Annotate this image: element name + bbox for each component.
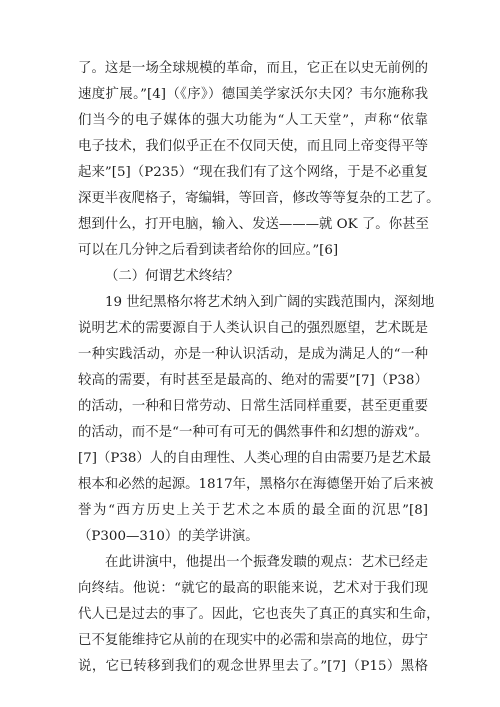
text-line: 向终结。他说：“就它的最高的职能来说，艺术对于我们现 [78, 581, 428, 596]
section-heading: （二）何谓艺术终结？ [105, 269, 239, 284]
text-line: 说，它已转移到我们的观念世界里去了。”[7]（P15）黑格 [78, 659, 428, 674]
text-line: [7]（P38）人的自由理性、人类心理的自由需要乃是艺术最 [78, 451, 431, 466]
text-line: 想到什么，打开电脑，输入、发送———就 OK 了。你甚至 [78, 217, 429, 232]
text-line: 深更半夜爬格子，寄编辑，等回音，修改等等复杂的工艺了。 [78, 191, 440, 206]
text-line: 可以在几分钟之后看到读者给你的回应。”[6] [78, 243, 339, 258]
text-line: （P300—310）的美学讲演。 [78, 529, 259, 544]
text-line: 代人已是过去的事了。因此，它也丧失了真正的真实和生命， [78, 607, 440, 622]
text-line: 一种实践活动，亦是一种认识活动，是成为满足人的“一种 [78, 347, 428, 362]
text-line: 在此讲演中，他提出一个振聋发聩的观点：艺术已经走 [105, 555, 428, 570]
text-line: 的活动，而不是“一种可有可无的偶然事件和幻想的游戏”。 [78, 425, 428, 440]
text-line: 说明艺术的需要源自于人类认识自己的强烈愿望，艺术既是 [78, 321, 428, 336]
text-line: 了。这是一场全球规模的革命，而且，它正在以史无前例的 [78, 61, 428, 76]
text-line: 19 世纪黑格尔将艺术纳入到广阔的实践范围内，深刻地 [105, 295, 435, 310]
text-line: 速度扩展。”[4]（《序》）德国美学家沃尔夫冈？韦尔施称我 [78, 87, 428, 102]
text-line: 根本和必然的起源。1817年，黑格尔在海德堡开始了后来被 [78, 477, 434, 492]
text-line: 的活动，一种和日常劳动、日常生活同样重要，甚至更重要 [78, 399, 428, 414]
text-line: 较高的需要，有时甚至是最高的、绝对的需要”[7]（P38） [78, 373, 428, 388]
text-line: 誉为“西方历史上关于艺术之本质的最全面的沉思”[8] [78, 503, 428, 518]
body-text [78, 56, 440, 680]
text-line: 电子技术，我们似乎正在不仅同天使，而且同上帝变得平等 [78, 139, 428, 154]
text-line: 已不复能维持它从前的在现实中的必需和崇高的地位，毋宁 [78, 633, 428, 648]
text-line: 起来”[5]（P235）“现在我们有了这个网络，于是不必重复 [78, 165, 428, 180]
text-line: 们当今的电子媒体的强大功能为“人工天堂”，声称“依靠 [78, 113, 428, 128]
